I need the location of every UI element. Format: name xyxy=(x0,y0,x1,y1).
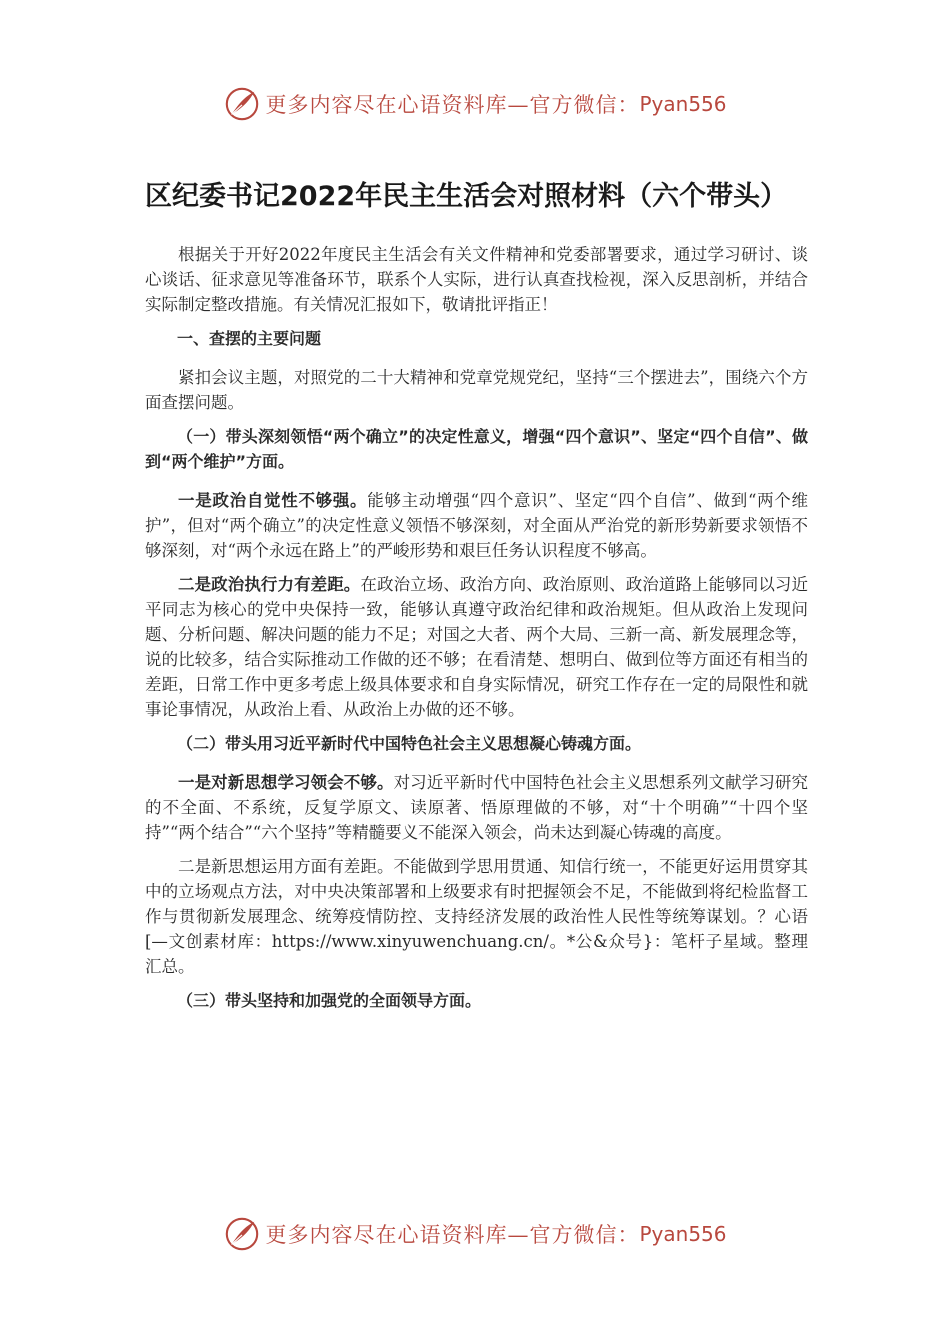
subsection-heading-3: （三）带头坚持和加强党的全面领导方面。 xyxy=(177,991,482,1010)
watermark-text: 更多内容尽在心语资料库—官方微信： xyxy=(265,93,640,117)
paragraph-body: 二是新思想运用方面有差距。不能做到学思用贯通、知信行统一，不能更好运用贯穿其中的立场观点方法，对中央决策部署和上级要求有时把握领会不足，不能做到将纪检监督工作与贯彻新发展理念、统筹疫情防控、支持经济发展的政治性人民性等统筹谋划。 xyxy=(145,857,808,926)
paragraph-body: 在政治立场、政治方向、政治原则、政治道路上能够同以习近平同志为核心的党中央保持一致，能够认真遵守政治纪律和政治规矩。但从政治上发现问题、分析问题、解决问题的能力不足；对国之大者、两个大局、三新一高、新发展理念等，说的比较多，结合实际推动工作做的还不够；在看清楚、想明白、做到位等方面还有相当的差距，日常工作中更多考虑上级具体要求和自身实际情况，研究工作存在一定的局限性和就事论事情况，从政治上看、从政治上办做的还不够。 xyxy=(145,575,809,719)
section-intro-paragraph: 紧扣会议主题，对照党的二十大精神和党章党规党纪，坚持“三个摆进去”，围绕六个方面查摆问题。 xyxy=(145,368,808,412)
paragraph-lead: 二是政治执行力有差距。 xyxy=(178,575,361,594)
paragraph-body: 能够主动增强“四个意识”、坚定“四个自信”、做到“两个维护”，但对“两个确立”的决定性意义领悟不够深刻，对全面从严治党的新形势新要求领悟不够深刻，对“两个永远在路上”的严峻形势和艰巨任务认识程度不够高。 xyxy=(145,491,808,560)
paragraph-political-awareness xyxy=(145,488,808,563)
paragraph-application xyxy=(145,854,808,979)
intro-paragraph: 根据关于开好2022年度民主生活会有关文件精神和党委部署要求，通过学习研讨、谈心谈话、征求意见等准备环节，联系个人实际，进行认真查找检视，深入反思剖析，并结合实际制定整改措施。有关情况汇报如下，敬请批评指正！ xyxy=(145,245,808,314)
quill-logo-icon xyxy=(223,1215,261,1253)
subsection-heading-2: （二）带头用习近平新时代中国特色社会主义思想凝心铸魂方面。 xyxy=(177,734,642,753)
paragraph-lead: 一是政治自觉性不够强。 xyxy=(178,491,368,510)
section-heading: 一、查摆的主要问题 xyxy=(177,329,322,348)
subsection-heading-1: （一）带头深刻领悟“两个确立”的决定性意义，增强“四个意识”、坚定“四个自信”、做到“两个维护”方面。 xyxy=(145,427,808,471)
paragraph-study xyxy=(145,770,808,845)
watermark-header xyxy=(0,82,950,126)
watermark-brand: Pyan556 xyxy=(639,92,727,116)
paragraph-body: 对习近平新时代中国特色社会主义思想系列文献学习研究的不全面、不系统，反复学原文、读原著、悟原理做的不够，对“十个明确”“十四个坚持”“两个结合”“六个坚持”等精髓要义不能深入领会，尚未达到凝心铸魂的高度。 xyxy=(145,773,809,842)
watermark-text: 更多内容尽在心语资料库—官方微信： xyxy=(265,1223,640,1247)
document-body xyxy=(145,174,808,1027)
paragraph-lead: 一是对新思想学习领会不够。 xyxy=(178,773,394,792)
document-title: 区纪委书记2022年民主生活会对照材料（六个带头） xyxy=(145,181,788,212)
watermark-brand: Pyan556 xyxy=(639,1222,727,1246)
watermark-footer xyxy=(0,1212,950,1256)
source-note: ？心语[—文创素材库：https://www.xinyuwenchuang.cn/。*公&众号}：笔杆子星域。整理汇总。 xyxy=(145,907,809,976)
paragraph-political-execution xyxy=(145,572,808,722)
quill-logo-icon xyxy=(223,85,261,123)
